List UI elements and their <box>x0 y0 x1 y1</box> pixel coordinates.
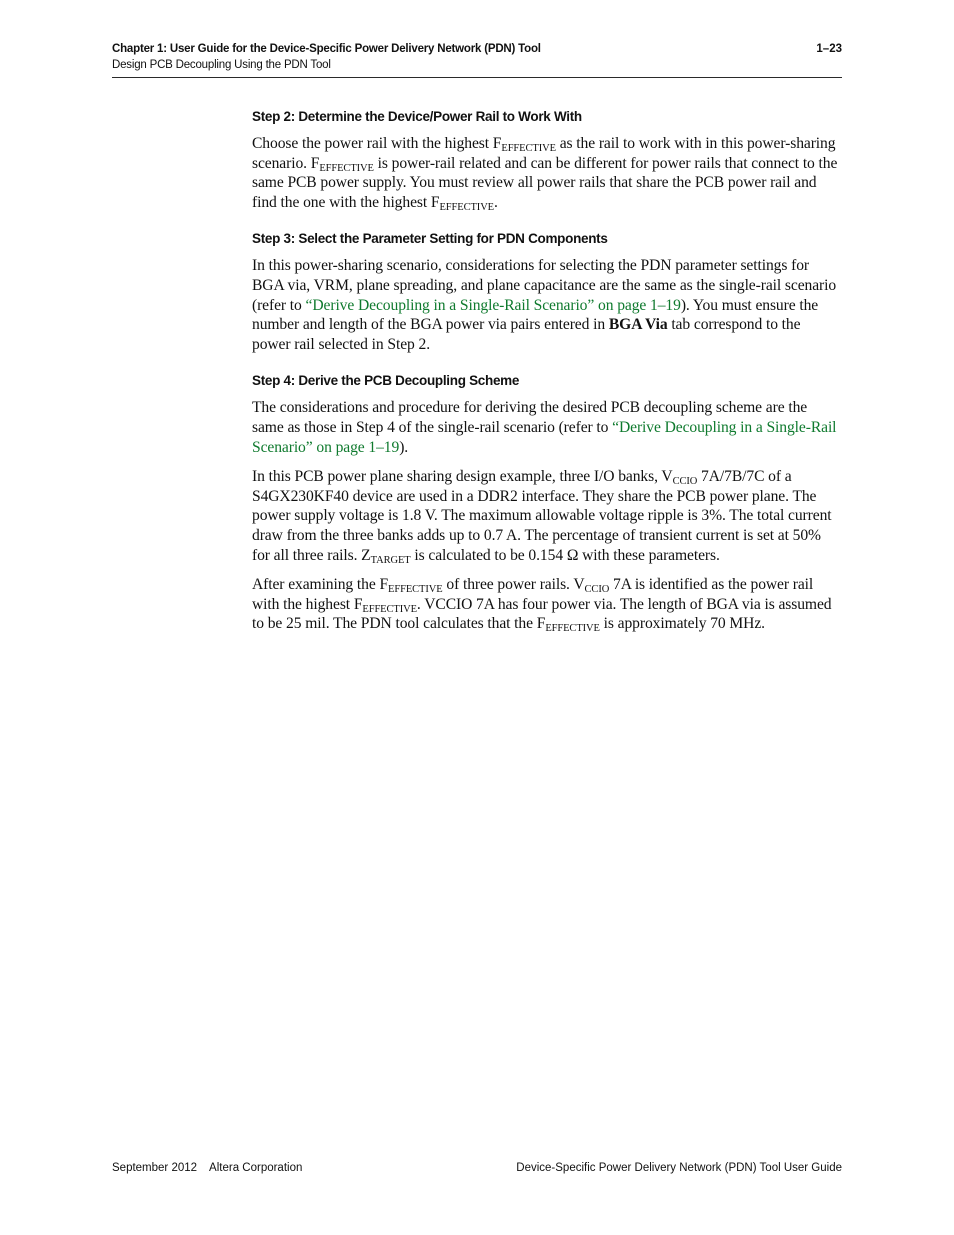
text-run: is power-rail related and can be different for power rails that connect to the same PCB power supply. You must review all power rails that share the PCB power rail and find the one with the highest F <box>252 154 838 211</box>
header-divider <box>112 77 842 78</box>
section-title: Design PCB Decoupling Using the PDN Tool <box>112 59 331 71</box>
text-run: as the rail to work with in this power-sharing scenario. F <box>252 135 836 172</box>
text-run: In this power-sharing scenario, considerations for selecting the PDN parameter settings for BGA via, VRM, plane spreading, and plane capacitance are the same as the single-rail scenario (refer to <box>252 257 837 314</box>
single-rail-xref-link[interactable]: “Derive Decoupling in a Single-Rail Scenario” on page 1–19 <box>252 418 837 456</box>
text-run: . <box>494 193 498 211</box>
step3-heading: Step 3: Select the Parameter Setting for PDN Components <box>252 231 608 247</box>
chapter-title: Chapter 1: User Guide for the Device-Specific Power Delivery Network (PDN) Tool <box>112 43 541 55</box>
text-run: After examining the F <box>252 576 389 594</box>
text-run: The considerations and procedure for deriving the desired PCB decoupling scheme are the same as those in Step 4 of the single-rail scenario (refer to <box>252 399 808 436</box>
text-run: is approximately 70 MHz. <box>599 615 765 633</box>
main-content <box>252 108 842 644</box>
subscript: EFFECTIVE <box>388 584 443 596</box>
subscript: EFFECTIVE <box>501 143 556 154</box>
step2-heading: Step 2: Determine the Device/Power Rail to Work With <box>252 109 582 124</box>
footer-left <box>112 1162 302 1174</box>
step4-heading: Step 4: Derive the PCB Decoupling Scheme <box>252 373 520 389</box>
step2-paragraph <box>252 134 842 212</box>
text-run: In this PCB power plane sharing design example, three I/O banks, V <box>252 468 673 486</box>
step4-paragraph-3 <box>252 575 842 634</box>
text-run: ). You must ensure the number and length of the BGA power via pairs entered in <box>252 296 819 334</box>
footer-company: Altera Corporation <box>209 1162 303 1174</box>
text-run: Choose the power rail with the highest F <box>252 135 502 152</box>
subscript: EFFECTIVE <box>362 603 417 615</box>
page-number: 1–23 <box>816 43 842 55</box>
subscript: CCIO <box>584 584 610 596</box>
bga-via-term: BGA Via <box>608 316 668 334</box>
footer-date: September 2012 <box>112 1162 198 1174</box>
subscript: TARGET <box>370 554 411 566</box>
footer-doc-title: Device-Specific Power Delivery Network (PDN) Tool User Guide <box>516 1162 842 1174</box>
subscript: EFFECTIVE <box>545 623 600 635</box>
text-run: tab correspond to the power rail selected in Step 2. <box>252 316 801 353</box>
subscript: EFFECTIVE <box>319 162 374 174</box>
single-rail-xref-link[interactable]: “Derive Decoupling in a Single-Rail Scenario” on page 1–19 <box>305 296 681 314</box>
text-run: 7A is identified as the power rail with the highest F <box>252 576 814 613</box>
text-run: of three power rails. V <box>442 576 585 594</box>
step4-paragraph-2 <box>252 467 842 565</box>
subscript: CCIO <box>672 476 698 488</box>
step3-paragraph <box>252 256 842 354</box>
text-run: 7A/7B/7C of a S4GX230KF40 device are used in a DDR2 interface. They share the PCB power plane. The power supply voltage is 1.8 V. The maximum allowable voltage ripple is 3%. The total current draw from the three banks adds up to 0.7 A. The percentage of transient current is set at 50% for all three rails. Z <box>252 468 832 564</box>
text-run: is calculated to be 0.154 Ω with these parameters. <box>410 546 720 564</box>
subscript: EFFECTIVE <box>439 201 494 213</box>
text-run: . VCCIO 7A has four power via. The length of BGA via is assumed to be 25 mil. The PDN tool calculates that the F <box>252 595 832 633</box>
step4-paragraph-1 <box>252 398 842 457</box>
text-run: ). <box>399 438 409 456</box>
